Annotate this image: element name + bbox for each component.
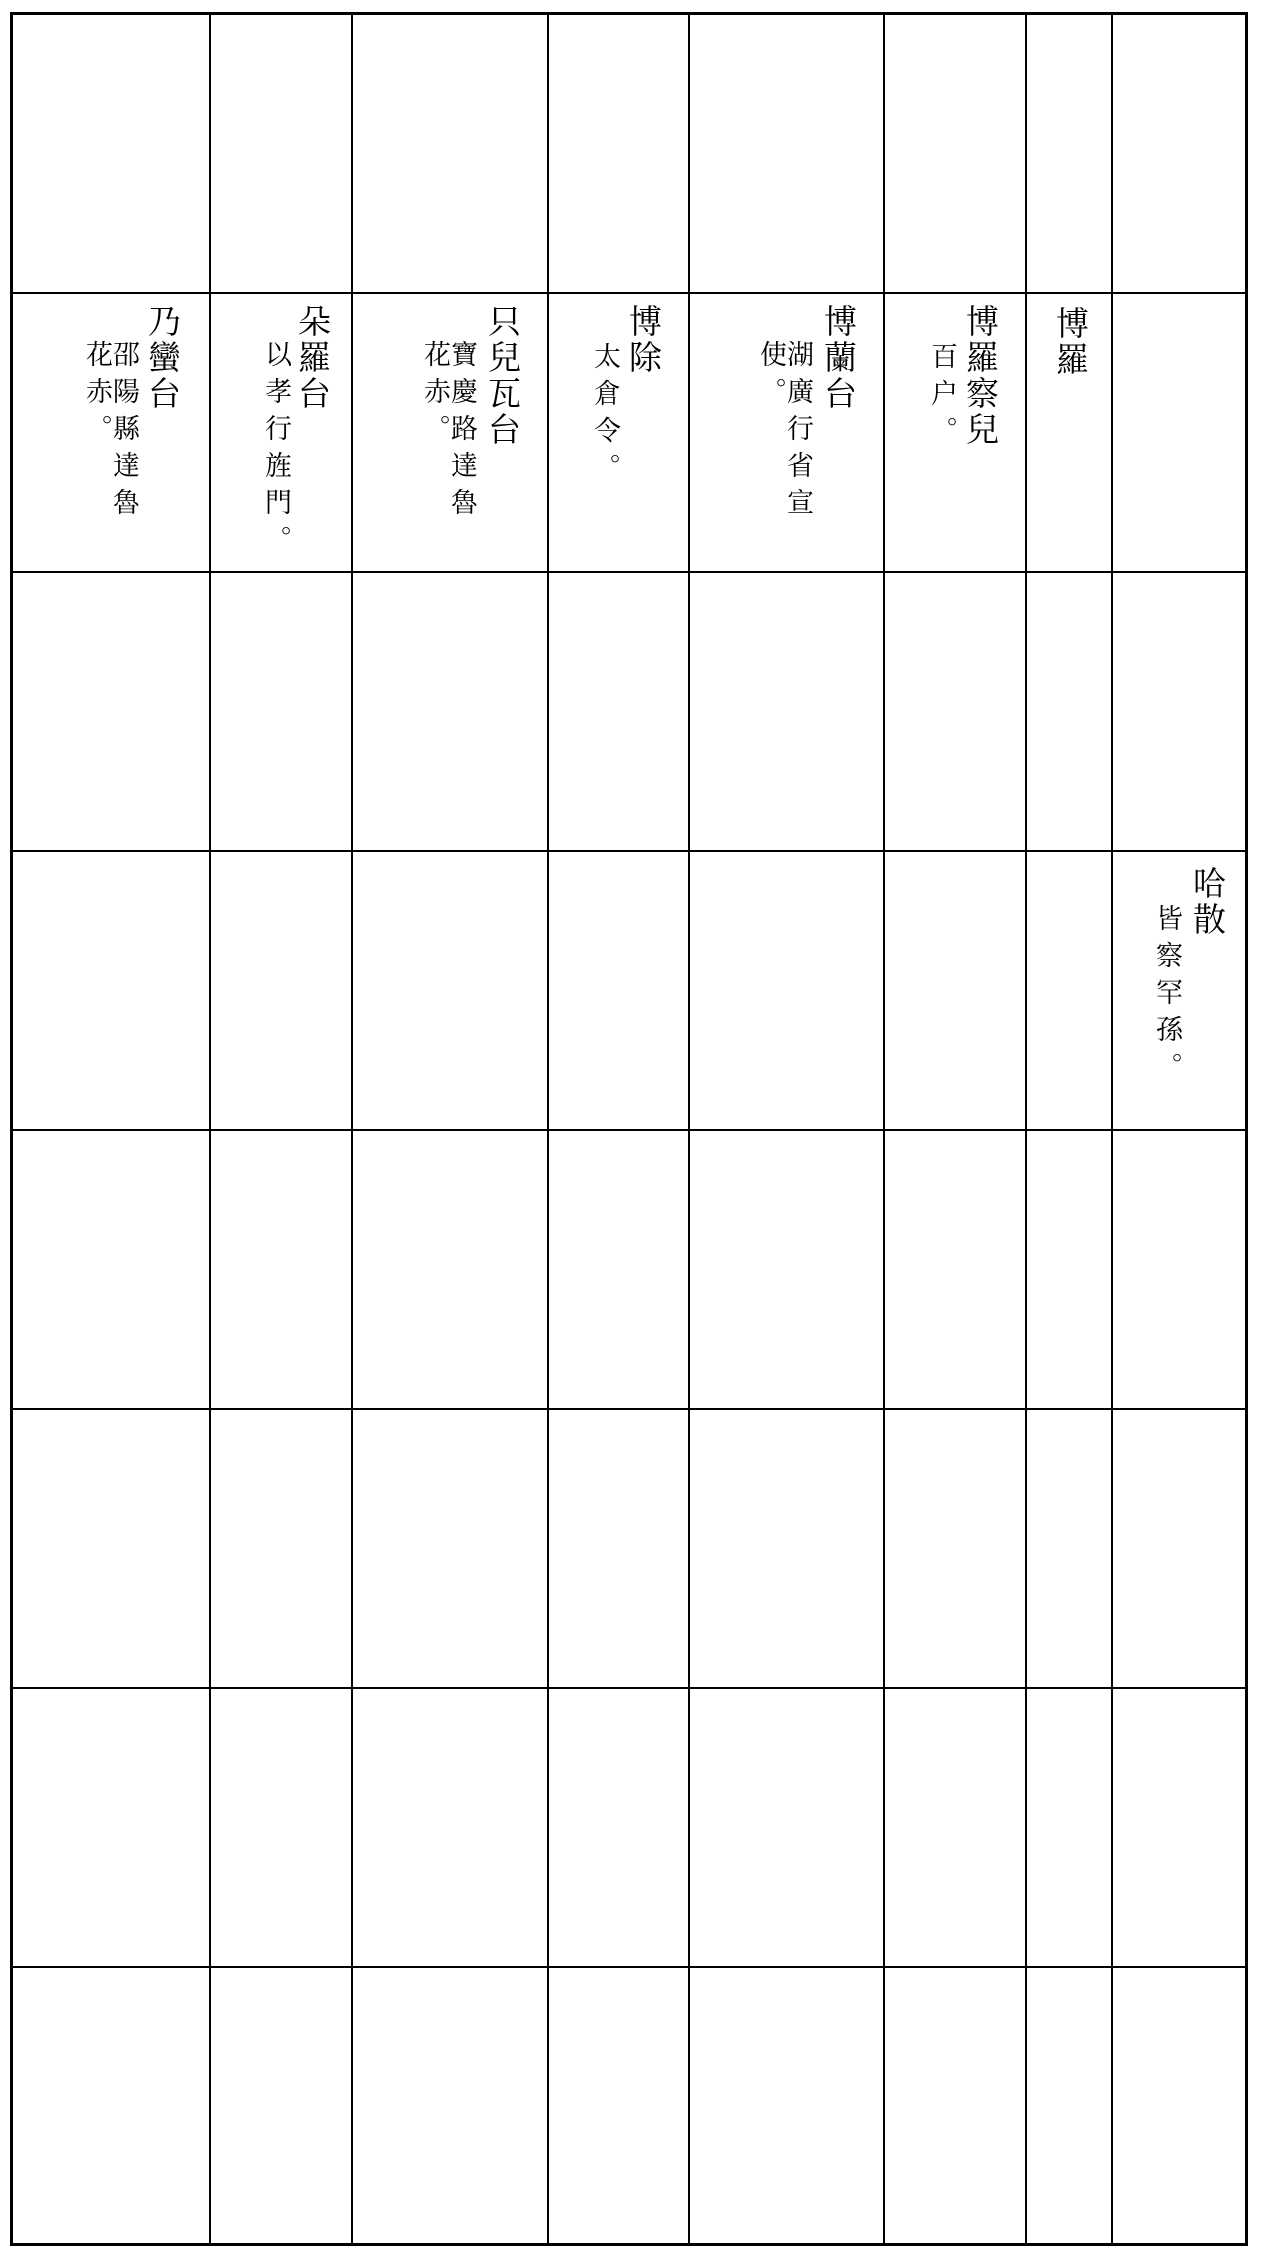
person-note: 皆察罕孫。 [1151,904,1182,1089]
person-note: 以孝行旌門。 [260,340,291,562]
table-cell [209,294,351,570]
person-name: 乃蠻台 [143,304,182,412]
row-divider [13,571,1245,573]
row-divider [13,1966,1245,1968]
person-note: 湖廣行省宣使。 [755,340,813,525]
table-cell [547,294,688,570]
person-note: 百户。 [926,342,957,453]
table-cell [351,294,547,570]
row-divider [13,1129,1245,1131]
table-cell [883,294,1025,570]
person-name: 博除 [624,304,663,376]
person-name: 博羅察兒 [961,304,1000,448]
table-cell [1025,294,1111,570]
row-divider [13,850,1245,852]
person-name: 博羅 [1051,306,1090,378]
genealogy-table [10,12,1248,2246]
table-cell [13,294,209,570]
person-name: 哈散 [1188,866,1227,938]
person-note: 太倉令。 [589,342,620,490]
row-divider [13,1687,1245,1689]
table-cell [1111,852,1248,1128]
person-note: 寶慶路達魯花赤。 [419,340,477,525]
table-cell [688,294,883,570]
person-name: 只兒瓦台 [483,304,522,448]
person-note: 邵陽縣達魯花赤。 [81,340,139,525]
row-divider [13,1408,1245,1410]
person-name: 博蘭台 [819,304,858,412]
person-name: 朵羅台 [293,304,332,412]
